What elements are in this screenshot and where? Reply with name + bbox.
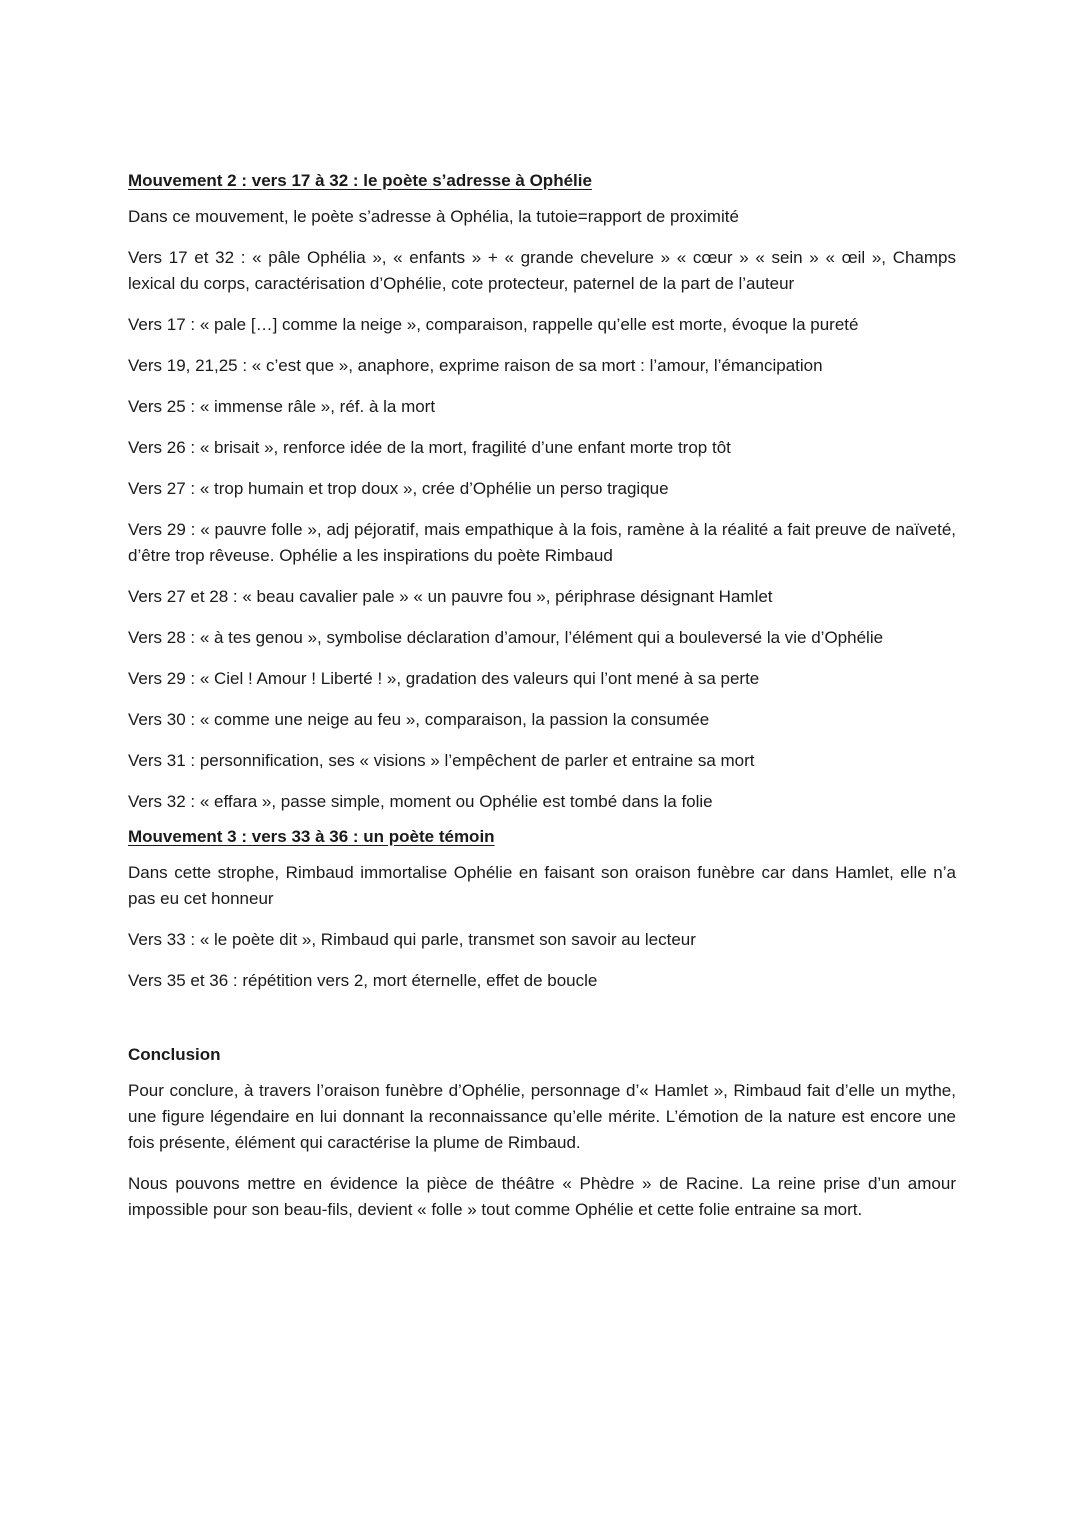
paragraph: Vers 27 : « trop humain et trop doux », crée d’Ophélie un perso tragique bbox=[128, 479, 669, 498]
movement-2-heading: Mouvement 2 : vers 17 à 32 : le poète s’adresse à Ophélie bbox=[128, 171, 592, 190]
paragraph: Vers 19, 21,25 : « c’est que », anaphore, exprime raison de sa mort : l’amour, l’émancipation bbox=[128, 356, 823, 375]
paragraph: Vers 35 et 36 : répétition vers 2, mort éternelle, effet de boucle bbox=[128, 971, 598, 990]
paragraph: Vers 29 : « pauvre folle », adj péjoratif, mais empathique à la fois, ramène à la réalité a fait preuve de naïveté, d’être trop rêveuse. Ophélie a les inspirations du poète Rimbaud bbox=[128, 520, 956, 565]
paragraph: Pour conclure, à travers l’oraison funèbre d’Ophélie, personnage d’« Hamlet », Rimbaud fait d’elle un mythe, une figure légendaire en lui donnant la reconnaissance qu’elle mérite. L’émotion de la nature est encore une fois présente, élément qui caractérise la plume de Rimbaud. bbox=[128, 1081, 956, 1152]
paragraph: Vers 17 : « pale […] comme la neige », comparaison, rappelle qu’elle est morte, évoque la pureté bbox=[128, 315, 859, 334]
conclusion-heading: Conclusion bbox=[128, 1045, 221, 1064]
paragraph: Dans ce mouvement, le poète s’adresse à Ophélia, la tutoie=rapport de proximité bbox=[128, 207, 739, 226]
paragraph: Vers 26 : « brisait », renforce idée de la mort, fragilité d’une enfant morte trop tôt bbox=[128, 438, 731, 457]
paragraph: Vers 30 : « comme une neige au feu », comparaison, la passion la consumée bbox=[128, 710, 710, 729]
paragraph: Vers 29 : « Ciel ! Amour ! Liberté ! », gradation des valeurs qui l’ont mené à sa perte bbox=[128, 669, 760, 688]
paragraph: Vers 25 : « immense râle », réf. à la mort bbox=[128, 397, 436, 416]
paragraph: Vers 28 : « à tes genou », symbolise déclaration d’amour, l’élément qui a bouleversé la vie d’Ophélie bbox=[128, 628, 884, 647]
document-page bbox=[128, 168, 956, 1238]
paragraph: Vers 27 et 28 : « beau cavalier pale » « un pauvre fou », périphrase désignant Hamlet bbox=[128, 587, 773, 606]
paragraph: Vers 17 et 32 : « pâle Ophélia », « enfants » + « grande chevelure » « cœur » « sein » « œil », Champs lexical du corps, caractérisation d’Ophélie, cote protecteur, paternel de la part de l’auteur bbox=[128, 248, 956, 293]
paragraph: Vers 33 : « le poète dit », Rimbaud qui parle, transmet son savoir au lecteur bbox=[128, 930, 696, 949]
paragraph: Dans cette strophe, Rimbaud immortalise Ophélie en faisant son oraison funèbre car dans Hamlet, elle n’a pas eu cet honneur bbox=[128, 863, 956, 908]
movement-3-heading: Mouvement 3 : vers 33 à 36 : un poète témoin bbox=[128, 827, 495, 846]
paragraph: Vers 32 : « effara », passe simple, moment ou Ophélie est tombé dans la folie bbox=[128, 792, 713, 811]
paragraph: Vers 31 : personnification, ses « visions » l’empêchent de parler et entraine sa mort bbox=[128, 751, 755, 770]
paragraph: Nous pouvons mettre en évidence la pièce de théâtre « Phèdre » de Racine. La reine prise d’un amour impossible pour son beau-fils, devient « folle » tout comme Ophélie et cette folie entraine sa mort. bbox=[128, 1174, 956, 1219]
